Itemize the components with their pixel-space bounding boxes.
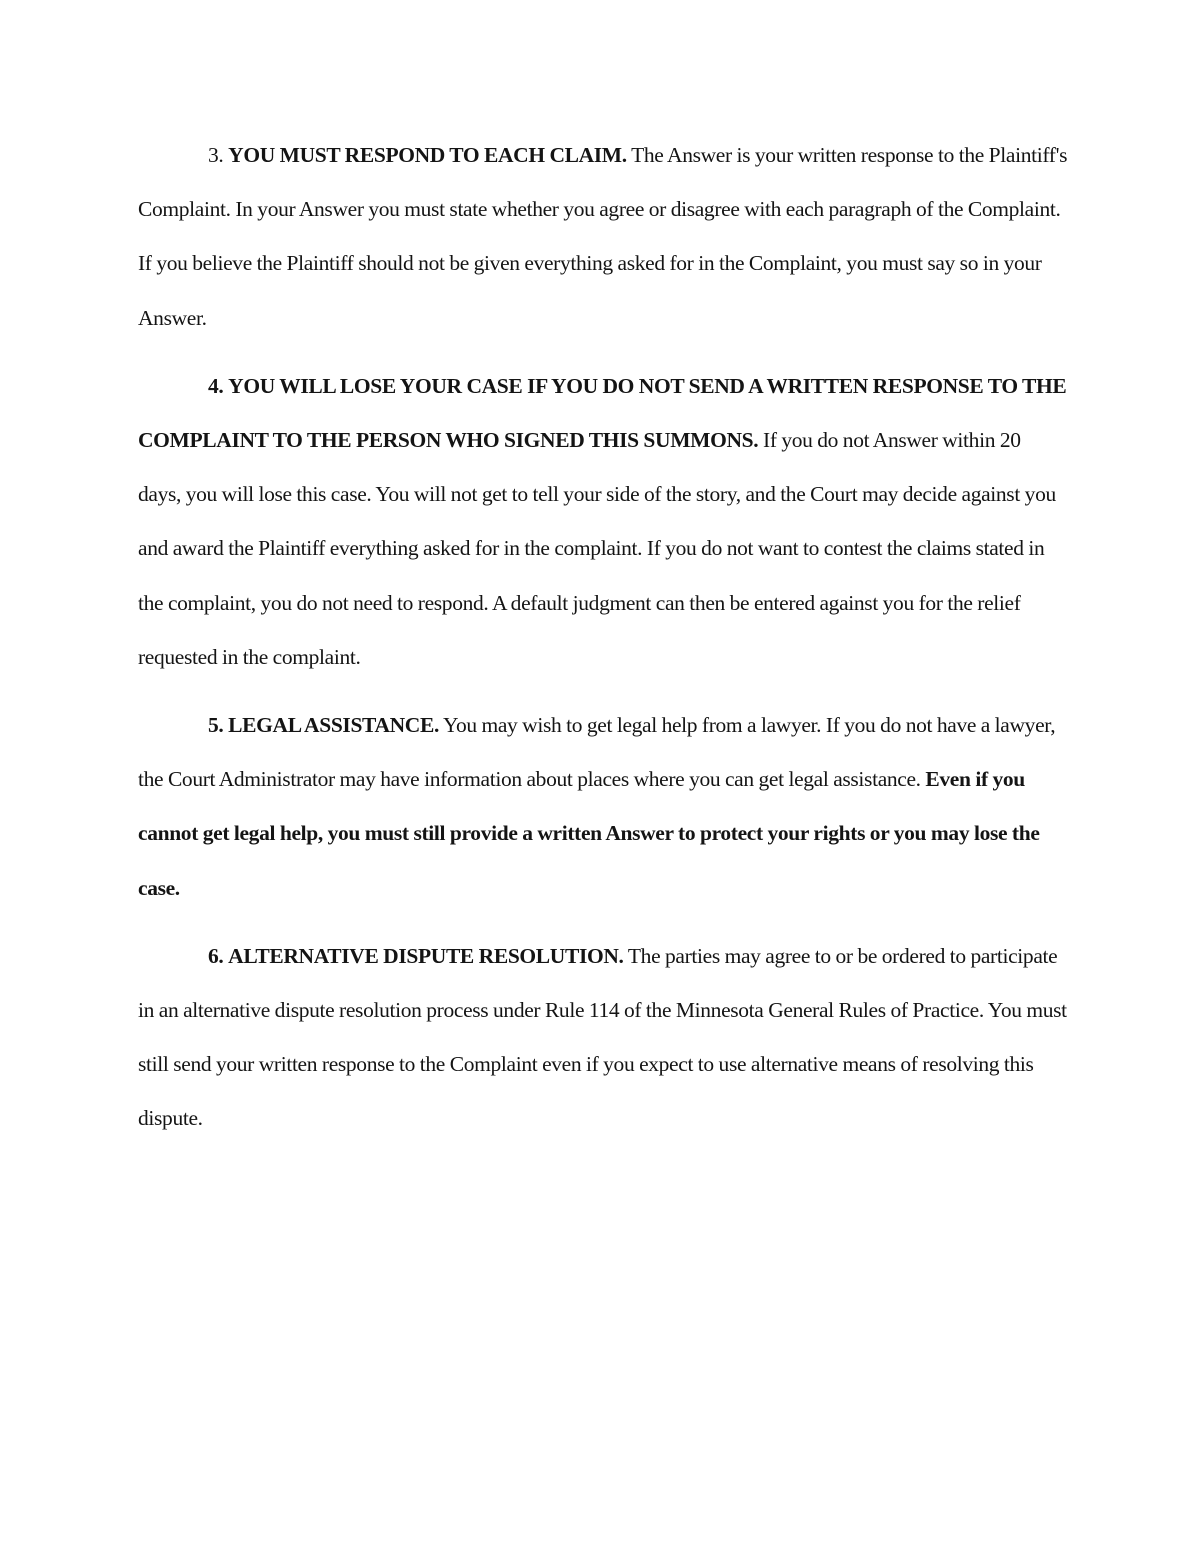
paragraph-3: [138, 128, 1068, 345]
paragraph-4-number: 4.: [208, 373, 224, 398]
paragraph-5-emphasis: Even if you cannot get legal help, you must still provide a written Answer to protect your rights or you may lose the case.: [138, 767, 1040, 900]
paragraph-3-text: The Answer is your written response to the Plaintiff's Complaint. In your Answer you must state whether you agree or disagree with each paragraph of the Complaint. If you believe the Plaintiff should not be given everything asked for in the Complaint, you must say so in your Answer.: [138, 143, 1068, 330]
paragraph-4: [138, 359, 1068, 684]
paragraph-6: [138, 929, 1068, 1146]
document-body: [138, 128, 1068, 1146]
paragraph-3-number: 3.: [208, 143, 224, 167]
paragraph-5-text: You may wish to get legal help from a lawyer. If you do not have a lawyer, the Court Administrator may have information about places where you can get legal assistance.: [138, 713, 1056, 792]
paragraph-6-number: 6.: [208, 943, 224, 968]
paragraph-4-text: If you do not Answer within 20 days, you will lose this case. You will not get to tell your side of the story, and the Court may decide against you and award the Plaintiff everything asked for in the complaint. If you do not want to contest the claims stated in the complaint, you do not need to respond. A default judgment can then be entered against you for the relief requested in the complaint.: [138, 428, 1056, 669]
paragraph-6-text: The parties may agree to or be ordered to participate in an alternative dispute resolution process under Rule 114 of the Minnesota General Rules of Practice. You must still send your written response to the Complaint even if you expect to use alternative means of resolving this dispute.: [138, 943, 1067, 1131]
paragraph-5-heading: LEGAL ASSISTANCE.: [228, 713, 440, 738]
paragraph-6-heading: ALTERNATIVE DISPUTE RESOLUTION.: [228, 943, 624, 968]
paragraph-5-number: 5.: [208, 713, 224, 738]
paragraph-5: [138, 698, 1068, 915]
paragraph-3-heading: YOU MUST RESPOND TO EACH CLAIM.: [228, 143, 627, 167]
paragraph-4-heading: YOU WILL LOSE YOUR CASE IF YOU DO NOT SEND A WRITTEN RESPONSE TO THE COMPLAINT TO THE PERSON WHO SIGNED THIS SUMMONS.: [138, 373, 1067, 453]
